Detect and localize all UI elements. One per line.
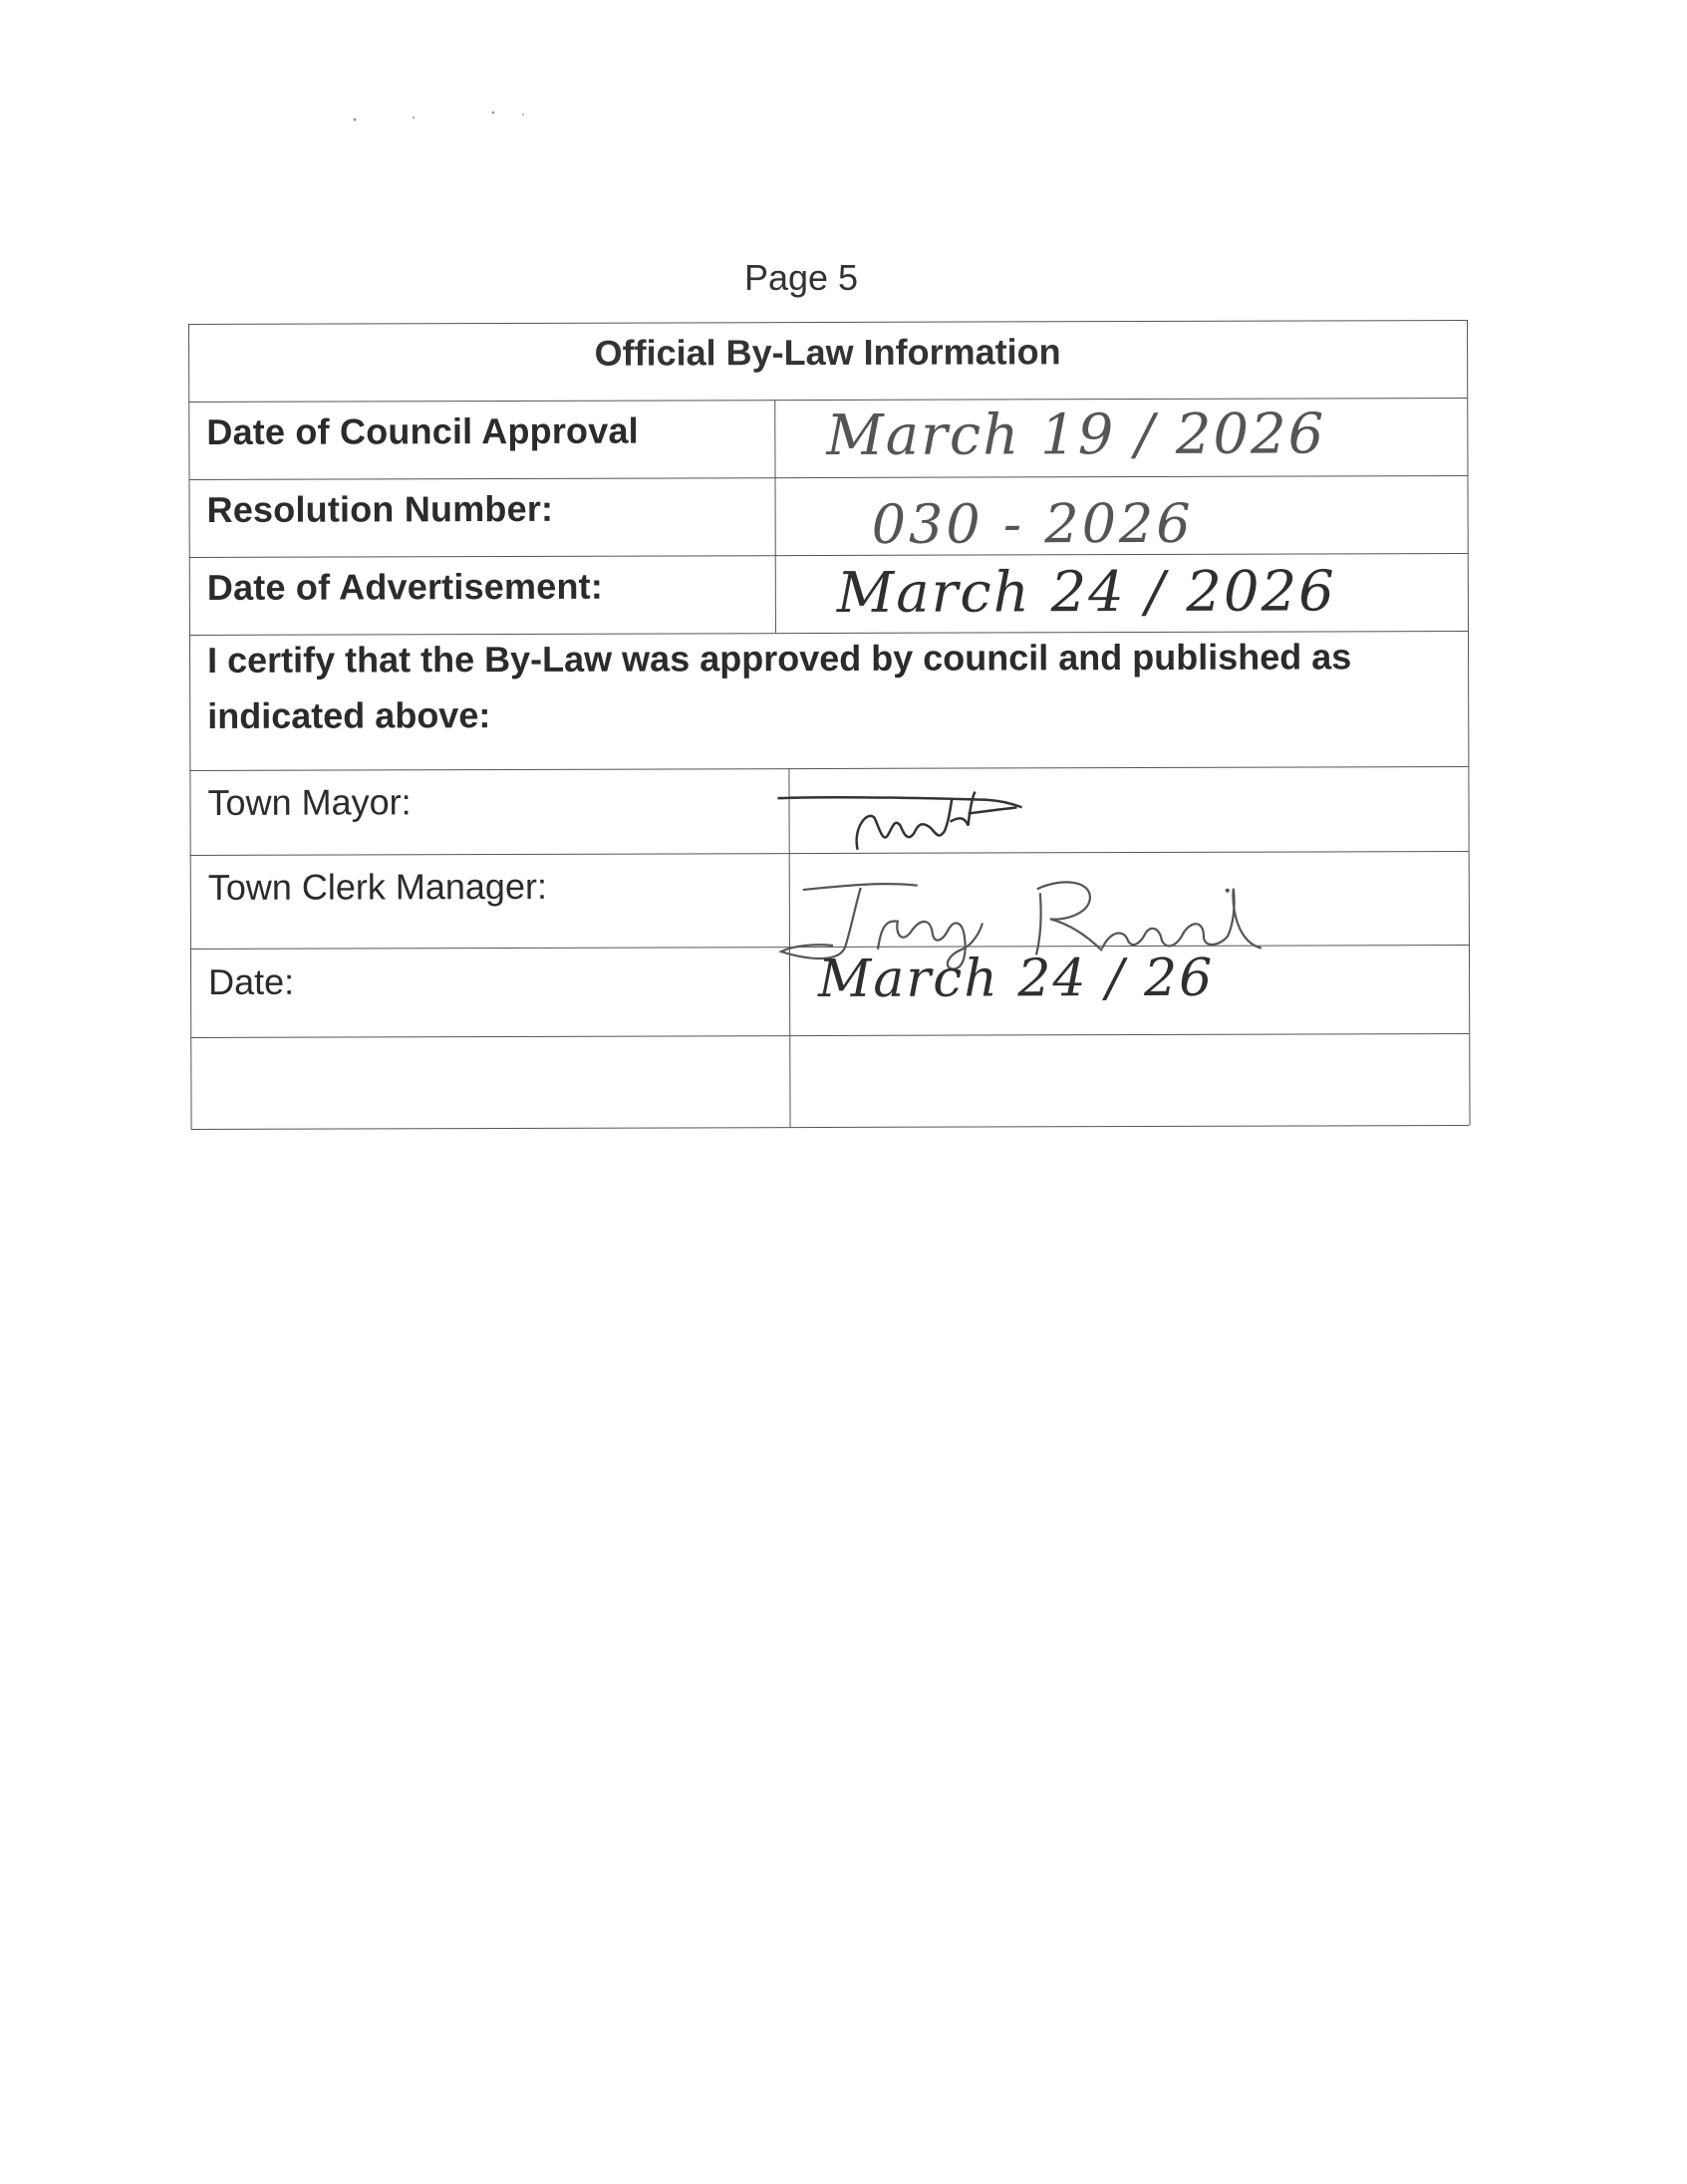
bylaw-info-table	[188, 320, 1470, 1131]
table-title: Official By-Law Information	[594, 331, 1061, 374]
signing-date-value: March 24 / 26	[817, 948, 1215, 1010]
mayor-signature	[772, 777, 1071, 863]
advertisement-date-value: March 24 / 2026	[836, 559, 1336, 626]
council-approval-label: Date of Council Approval	[206, 410, 639, 452]
clerk-label: Town Clerk Manager:	[207, 865, 547, 908]
scan-specks	[339, 105, 538, 125]
council-approval-value: March 19 / 2026	[826, 402, 1326, 468]
certify-statement: I certify that the By-Law was approved by council and published as indicated above:	[206, 636, 1352, 736]
page-number: Page 5	[743, 257, 859, 298]
mayor-signature-text: Walt	[882, 847, 885, 849]
resolution-number-value: 030 - 2026	[871, 491, 1194, 556]
date-label: Date:	[208, 960, 295, 1002]
resolution-number-label: Resolution Number:	[206, 487, 554, 530]
advertisement-date-label: Date of Advertisement:	[206, 565, 604, 608]
mayor-label: Town Mayor:	[207, 781, 412, 823]
